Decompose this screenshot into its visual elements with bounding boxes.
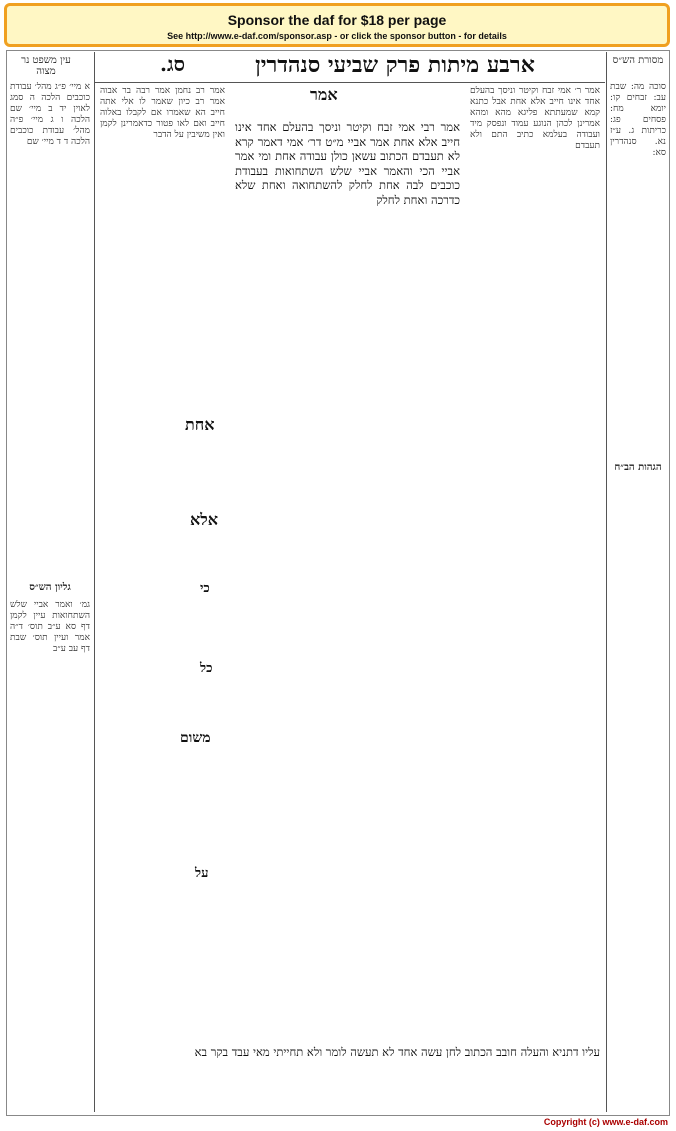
header-rule xyxy=(95,82,605,83)
mesoret-label: מסורת הש״ס xyxy=(612,55,664,66)
headword-achas: אחת xyxy=(185,415,215,434)
gilyon-label: גליון הש״ס xyxy=(29,582,71,593)
sponsor-subtitle[interactable]: See http://www.e-daf.com/sponsor.asp - or click the sponsor button - for details xyxy=(167,31,507,41)
headword-al: על xyxy=(195,866,209,881)
gemara-main-text-top: אמר רבי אמי זבח וקיטר וניסך בהעלם אחד אינו חייב אלא אחת אמר אביי מ״ט דר׳ אמי דאמר קרא לא תעבדם הכתוב עשאן כולן עבודה אחת ומי אמר אביי הכי והאמר אביי שלש השתחואות בעבודת כוכבים לבה אחת לחלק להשתחואה ואחת שלא כדרכה ואחת לחלק xyxy=(235,120,460,207)
headword-amar: אמר xyxy=(310,85,338,104)
headword-mishum: משום xyxy=(180,730,211,746)
sponsor-title: Sponsor the daf for $18 per page xyxy=(227,12,447,28)
headword-ela: אלא xyxy=(190,510,219,529)
rashi-commentary: אמר ר׳ אמי זבח וקיטר וניסך בהעלם אחד אינו חייב אלא אחת אבל כתנא קמא שמעתתא פליגא מהא ומהא אמרינן לכהן הנוגע עמוד ונפסק מיד ועבודה בעלמא כתיב התם ולא תעבדם xyxy=(470,86,600,151)
daf-number: סג. xyxy=(160,52,185,76)
ein-mishpat-column: א מיי׳ פ״ג מהל׳ עבודת כוכבים הלכה ה סמג לאוין יד ב מיי׳ שם הלכה ו ג מיי׳ פ״ה מהל׳ עבודת כוכבים הלכה ד ד מיי׳ שם xyxy=(10,82,90,147)
hagahot-label: הגהות הב״ח xyxy=(614,462,662,473)
right-margin-divider xyxy=(606,52,607,1112)
tosafot-commentary: אמר רב נחמן אמר רבה בר אבוה אמר רב כיון שאמר לו אלי אתה חייב הא שאמרו אם לקבלו באלוה חייב ואם לאו פטור כדאמרינן לקמן ואין משיבין על הדבר xyxy=(100,86,225,140)
sponsor-banner[interactable] xyxy=(4,3,670,47)
copyright-footer: Copyright (c) www.e-daf.com xyxy=(543,1117,668,1127)
left-margin-divider xyxy=(94,52,95,1112)
ein-mishpat-label: עין משפט נר מצוה xyxy=(21,55,71,77)
chapter-header: ארבע מיתות פרק שביעי סנהדרין xyxy=(255,52,535,78)
headword-kol: כל xyxy=(200,661,213,676)
gemara-main-text-bottom: עליו דתניא והעלה חובב הכתוב לחן עשה אחד לא תעשה לומר ולא תחייתי מאי עבד בקר בא xyxy=(194,1045,600,1059)
gilyon-column: גמ׳ ואמר אביי שלש השתחואות עיין לקמן דף סא ע״ב תוס׳ ד״ה אמר ועיין תוס׳ שבת דף עב ע״ב xyxy=(10,600,90,654)
mesoret-column: סוכה מה: שבת עב: זבחים קו: יומא מח: פסחים פג: כריתות ג. ע״ז נא. סנהדרין סא: xyxy=(610,82,666,158)
headword-ki: כי xyxy=(200,581,210,596)
